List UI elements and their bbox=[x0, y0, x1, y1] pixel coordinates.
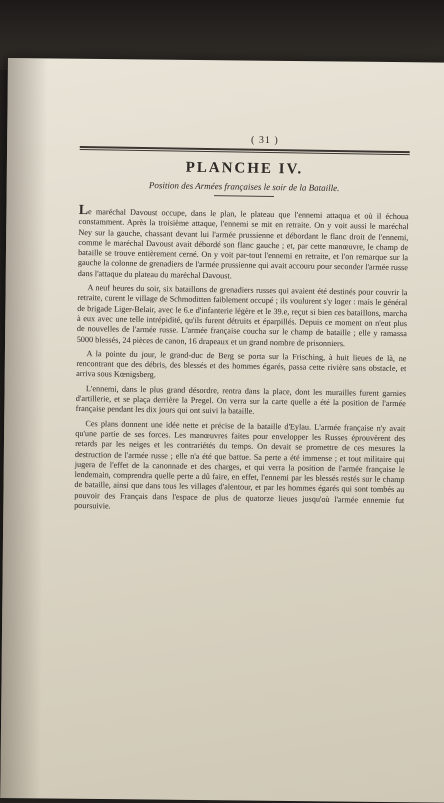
title-rule bbox=[214, 195, 274, 197]
paragraph-1 bbox=[77, 202, 409, 284]
paragraph-3: A la pointe du jour, le grand-duc de Berg se porta sur la Frisching, à huit lieues de là, ne rencontrant que des débris, des blessés et des hommes égarés, passa cette rivière sans obstacle, et arriva sous Kœnigsberg. bbox=[76, 348, 407, 380]
drop-cap: L bbox=[78, 202, 89, 219]
paragraph-4: L'ennemi, dans le plus grand désordre, rentra dans la place, dont les murailles furent garnies d'artillerie, et se plaça derrière la Pregel. On verra sur la carte quelle a été la position de l'armée française pendant les dix jours qui ont suivi la bataille. bbox=[75, 383, 407, 417]
paragraph-5: Ces plans donnent une idée nette et précise de la bataille d'Eylau. L'armée française n'y avait qu'une partie de ses forces. Les manœuvres faites pour envelopper les Russes éprouvèrent des retards par les neiges et les contrariétés du temps. On devait se promettre de ces mesures la destruction de l'armée russe ; elle n'a été que battue. Sa perte a été immense ; et tout militaire qui jugera de l'effet de la canonnade et des charges, et qui verra la position de l'armée française le lendemain, comprendra quelle perte a dû faire, en effet, l'ennemi par les blessés restés sur le champ de bataille, ainsi que dans tous les villages d'alentour, et par les hommes égarés qui sont tombés au pouvoir des Français dans l'espace de plus de quatorze lieues jusqu'où l'armée ennemie fut poursuivie. bbox=[74, 418, 406, 511]
paragraph-2: A neuf heures du soir, six bataillons de grenadiers russes qui avaient été destinés pour couvrir la retraite, curent le village de Schmoditten faiblement occupé ; ils voulurent s'y loger : mais le général de brigade Liger-Belair, avec le 6.e d'infanterie légère et le 39.e, reçut si bien ces bataillons, marcha à eux avec une telle intrépidité, qu'ils furent détruits et éparpillés. Depuis ce moment on n'eut plus de nouvelles de l'armée russe. L'armée française coucha sur le champ de bataille ; elle y ramassa 5000 blessés, 24 pièces de canon, 16 drapeaux et un grand nombre de prisonniers. bbox=[76, 283, 408, 348]
page-number: ( 31 ) bbox=[250, 134, 279, 147]
page-gutter-shadow bbox=[0, 58, 48, 798]
page-content bbox=[74, 132, 410, 520]
plate-title: PLANCHE IV. bbox=[185, 159, 304, 178]
subtitle: Position des Armées françaises le soir de la Bataille. bbox=[148, 180, 340, 194]
paragraph-text: e maréchal Davoust occupe, dans le plan, le plateau que l'ennemi attaqua et où il échoua constamment. Après la troisième attaque, l'ennemi se mit en retraite. On y voit aussi le maréchal Ney sur la gauche, chassant devant lui l'armée prussienne et débordant le flanc droit de l'ennemi, comme le maréchal Davoust avait débordé son flanc gauche ; et, par cette manœuvre, le champ de bataille se trouve entièrement cerné. On y voit par-tout l'ennemi en retraite, et l'on remarque sur la gauche la colonne de grenadiers de l'armée prussienne qui avait accouru pour seconder l'armée russe dans l'attaque du plateau du maréchal Davoust. bbox=[77, 207, 409, 281]
